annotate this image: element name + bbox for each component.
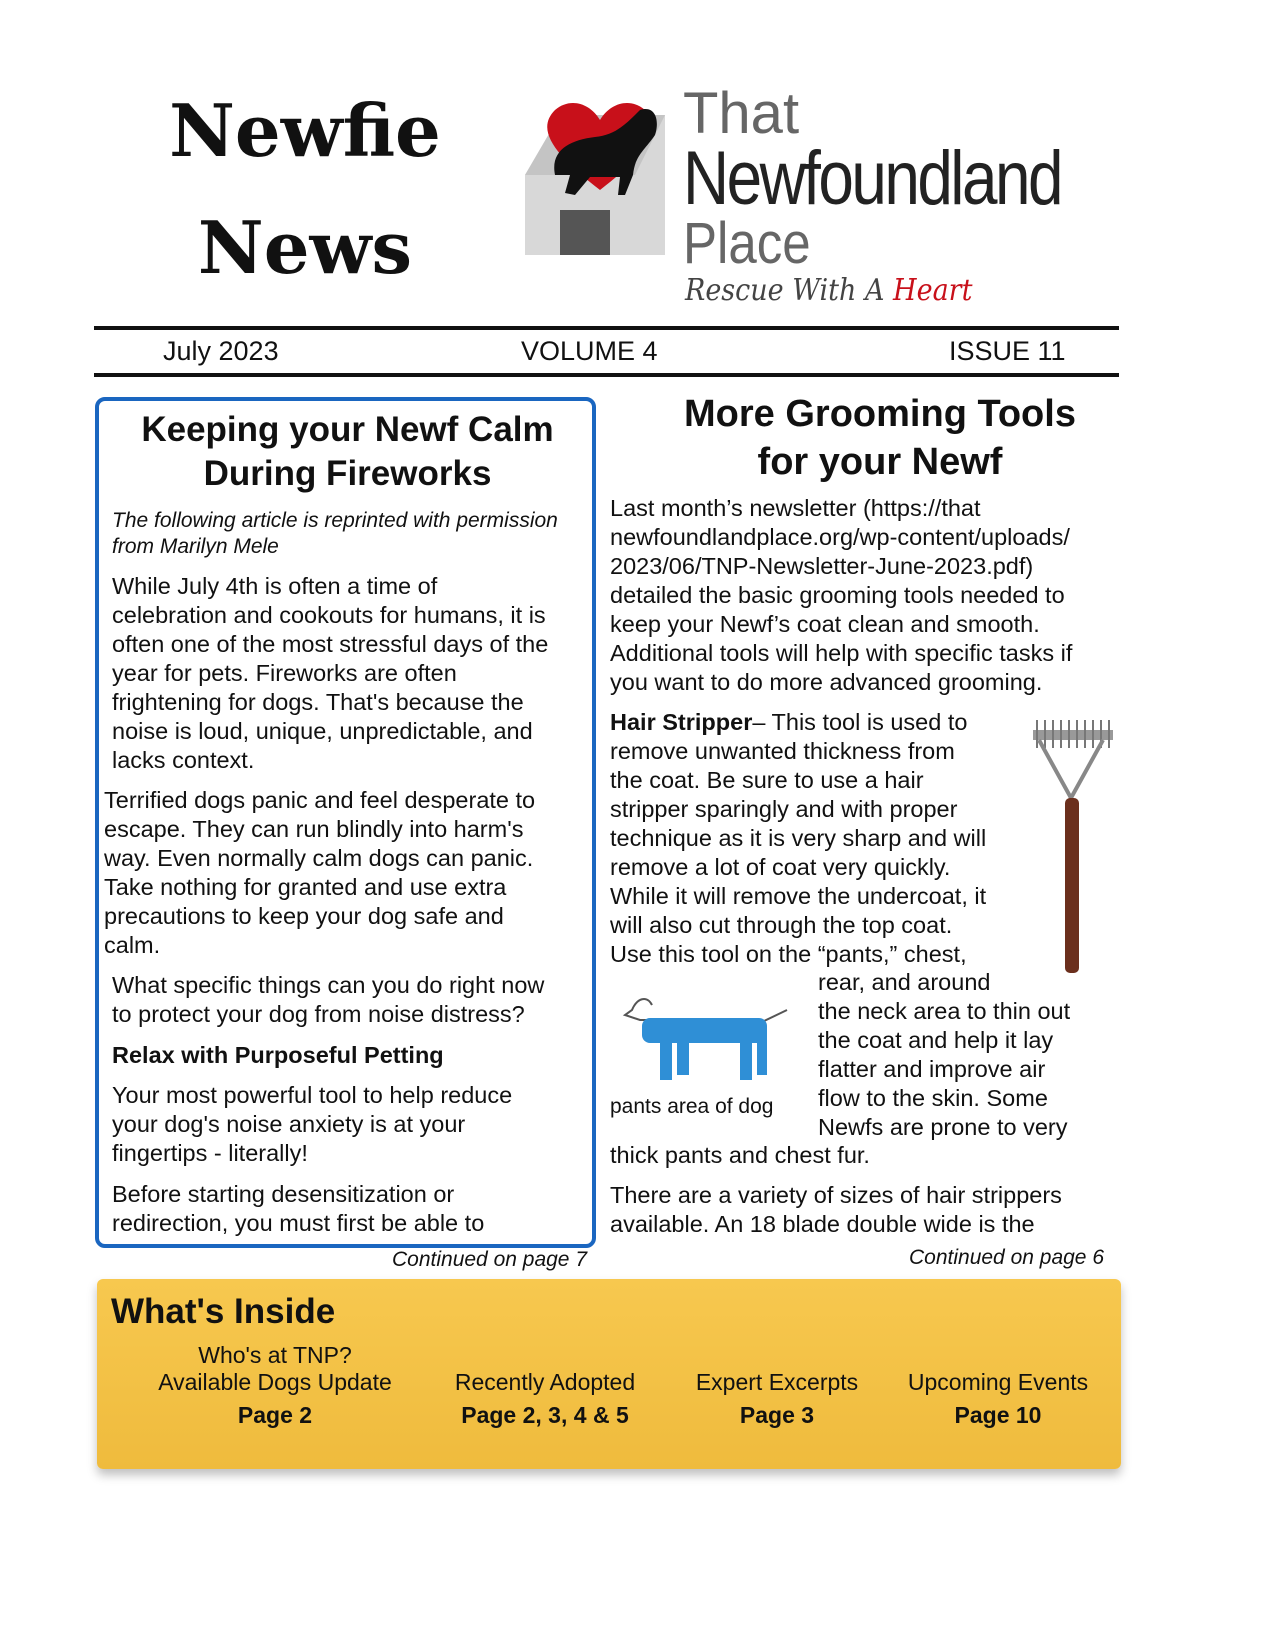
hair-stripper-image xyxy=(1025,718,1120,978)
grooming-paragraph-2-wrap: rear, and around the neck area to thin out the coat and help it lay flatter and improve air flow to the skin. Some Newfs are prone to very xyxy=(818,969,1071,1140)
fireworks-article-title: Keeping your Newf Calm During Fireworks xyxy=(141,410,554,493)
grooming-continued: Continued on page 6 xyxy=(909,1246,1104,1269)
inside-item-page: Page 2 xyxy=(237,1402,313,1428)
grooming-paragraph-1: Last month’s newsletter (https://that newfoundlandplace.org/wp-content/uploads/ 2023/06/TNP-Newsletter-June-2023.pdf) detailed the basic grooming tools needed to keep your Newf’s coat clean and smooth. Additional tools will help with specific tasks if you want to do more advanced grooming. xyxy=(610,495,1073,695)
inside-item-recently-adopted[interactable] xyxy=(430,1369,660,1429)
logo-tagline xyxy=(685,273,972,308)
fireworks-paragraph-1: While July 4th is often a time of celebration and cookouts for humans, it is often one of the most stressful days of the year for pets. Fireworks are often frightening for dogs. That's because the noise is loud, unique, unpredictable, and lacks context. xyxy=(112,573,549,773)
hair-stripper-text: – This tool is used to remove unwanted thickness from the coat. Be sure to use a hair stripper sparingly and with proper technique as it is very sharp and will remove a lot of coat very quickly. While it will remove the undercoat, it will also cut through the top coat. Use this tool on the “pants,” chest, xyxy=(610,709,987,967)
grooming-paragraph-2-end: thick pants and chest fur. xyxy=(610,1142,870,1168)
whats-inside-title: What's Inside xyxy=(111,1292,336,1331)
hair-stripper-label: Hair Stripper xyxy=(610,709,753,735)
logo-place: Place xyxy=(683,211,811,276)
bottom-rule xyxy=(94,373,1119,377)
inside-item-label: Upcoming Events xyxy=(907,1369,1089,1395)
dog-image-caption: pants area of dog xyxy=(610,1095,774,1118)
issue-number: ISSUE 11 xyxy=(949,336,1066,366)
top-rule xyxy=(94,326,1119,330)
inside-item-page: Page 3 xyxy=(739,1402,815,1428)
fireworks-paragraph-2: Terrified dogs panic and feel desperate to escape. They can run blindly into harm's way. Even normally calm dogs can panic. Take nothing for granted and use extra precautions to keep your dog safe and calm. xyxy=(104,787,536,958)
house-heart-dog-icon xyxy=(515,95,685,265)
inside-item-page: Page 2, 3, 4 & 5 xyxy=(461,1402,629,1428)
issue-date: July 2023 xyxy=(163,336,279,366)
fireworks-subhead: Relax with Purposeful Petting xyxy=(112,1042,444,1068)
inside-item-available-dogs[interactable] xyxy=(140,1342,410,1429)
volume: VOLUME 4 xyxy=(521,336,658,366)
grooming-paragraph-3: There are a variety of sizes of hair strippers available. An 18 blade double wide is the xyxy=(610,1182,1062,1237)
inside-item-upcoming-events[interactable] xyxy=(893,1369,1103,1429)
fireworks-paragraph-5: Before starting desensitization or redirection, you must first be able to xyxy=(112,1181,485,1236)
fireworks-article-intro: The following article is reprinted with permission from Marilyn Mele xyxy=(112,509,558,558)
tagline-text: Rescue With A xyxy=(685,273,894,308)
dog-pants-illustration xyxy=(622,990,792,1090)
fireworks-paragraph-4: Your most powerful tool to help reduce your dog's noise anxiety is at your fingertips - literally! xyxy=(112,1082,513,1166)
logo xyxy=(515,81,1115,310)
fireworks-paragraph-3: What specific things can you do right now to protect your dog from noise distress? xyxy=(112,972,545,1027)
grooming-article-title: More Grooming Tools for your Newf xyxy=(684,393,1076,483)
logo-that: That xyxy=(683,81,800,146)
fireworks-continued: Continued on page 7 xyxy=(392,1248,587,1271)
tagline-heart: Heart xyxy=(893,273,973,308)
masthead-title-line2: News xyxy=(197,205,413,290)
logo-newfoundland: Newfoundland xyxy=(683,136,1061,221)
inside-item-expert-excerpts[interactable] xyxy=(672,1369,882,1429)
inside-item-page: Page 10 xyxy=(954,1402,1042,1428)
grooming-paragraph-2 xyxy=(610,708,986,969)
inside-item-label: Recently Adopted xyxy=(454,1369,636,1395)
inside-item-label: Expert Excerpts xyxy=(695,1369,859,1395)
masthead-title-line1: Newfie xyxy=(169,88,441,173)
inside-item-label: Who's at TNP? Available Dogs Update xyxy=(158,1342,392,1395)
